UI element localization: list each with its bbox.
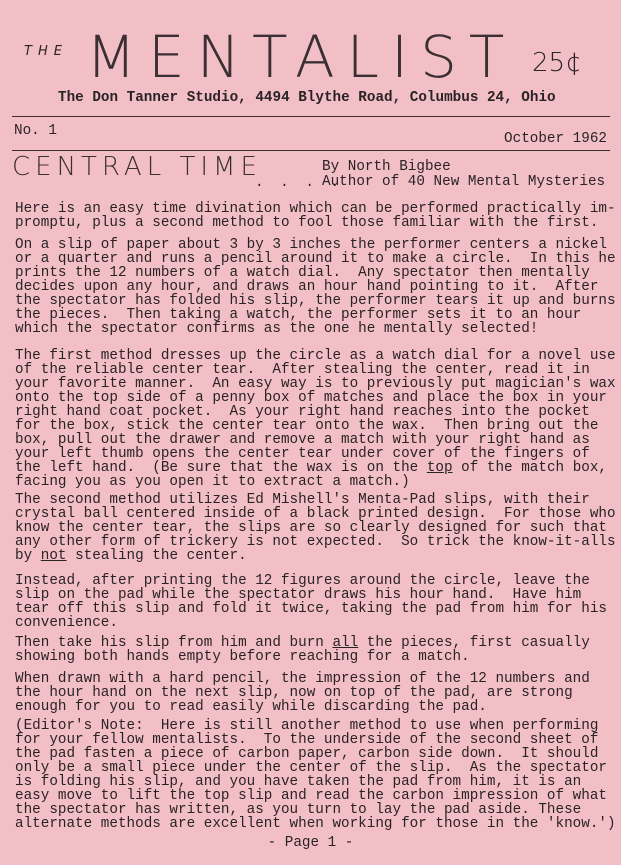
text-line: When drawn with a hard pencil, the impression of the 12 numbers and xyxy=(15,671,590,687)
text-line: facing you as you open it to extract a match.) xyxy=(15,474,410,490)
text-line: the spectator has written, as you turn to lay the pad aside. These xyxy=(15,802,582,818)
text-line: your favorite manner. An easy way is to previously put magician's wax xyxy=(15,376,616,392)
paragraph xyxy=(15,202,616,230)
text-line: Here is an easy time divination which can be performed practically im- xyxy=(15,201,616,217)
text-line: which the spectator confirms as the one he mentally selected! xyxy=(15,321,539,337)
text-segment: Then take his slip from him and burn xyxy=(15,635,333,651)
masthead-the: THE xyxy=(24,44,68,59)
publisher-address: The Don Tanner Studio, 4494 Blythe Road, Columbus 24, Ohio xyxy=(58,90,556,106)
title-leader-dots: . . . . xyxy=(255,175,344,191)
text-line: the pad fasten a piece of carbon paper, carbon side down. It should xyxy=(15,746,599,762)
paragraph xyxy=(15,672,590,714)
text-segment: the left hand. (Be sure that the wax is on the xyxy=(15,460,427,476)
text-line: right hand coat pocket. As your right hand reaches into the pocket xyxy=(15,404,590,420)
text-line: promptu, plus a second method to fool those familiar with the first. xyxy=(15,215,599,231)
text-line xyxy=(15,636,590,650)
text-line xyxy=(15,461,616,475)
issue-date: October 1962 xyxy=(504,131,607,147)
text-line: showing both hands empty before reaching for a match. xyxy=(15,649,470,665)
text-line: easy move to lift the top slip and read the carbon impression of what xyxy=(15,788,607,804)
text-line: for the box, stick the center tear onto the wax. Then bring out the xyxy=(15,418,599,434)
underlined-word: top xyxy=(426,460,453,476)
author-name: By North Bigbee xyxy=(322,159,451,175)
divider xyxy=(12,116,610,117)
text-line: any other form of trickery is not expected. So trick the know-it-alls xyxy=(15,534,616,550)
underlined-word: not xyxy=(40,548,67,564)
text-line: is folding his slip, and you have taken the pad from him, it is an xyxy=(15,774,582,790)
paragraph xyxy=(15,493,616,563)
page-number: - Page 1 - xyxy=(267,835,354,851)
text-segment: by xyxy=(15,548,41,564)
text-line: the pieces. Then taking a watch, the performer sets it to an hour xyxy=(15,307,582,323)
text-line: box, pull out the drawer and remove a match with your right hand as xyxy=(15,432,590,448)
paragraph xyxy=(15,719,616,831)
text-line: crystal ball centered inside of a black printed design. For those who xyxy=(15,506,616,522)
text-line: the spectator has folded his slip, the performer tears it up and burns xyxy=(15,293,616,309)
author-note: Author of 40 New Mental Mysteries xyxy=(322,174,606,190)
text-line: (Editor's Note: Here is still another method to use when performing xyxy=(15,718,599,734)
text-line: enough for you to read easily while discarding the pad. xyxy=(15,699,487,715)
paragraph xyxy=(15,636,590,664)
masthead-title: MENTALIST xyxy=(86,23,517,91)
text-line: The second method utilizes Ed Mishell's Menta-Pad slips, with their xyxy=(15,492,590,508)
text-line: decides upon any hour, and draws an hour hand pointing to it. After xyxy=(15,279,599,295)
text-line: onto the top side of a penny box of matches and place the box in your xyxy=(15,390,607,406)
text-line: The first method dresses up the circle as a watch dial for a novel use xyxy=(15,348,616,364)
text-line: your left thumb opens the center tear under cover of the fingers of xyxy=(15,446,590,462)
text-line: tear off this slip and fold it twice, taking the pad from him for his xyxy=(15,601,607,617)
paragraph xyxy=(15,238,616,336)
text-line: prints the 12 numbers of a watch dial. Any spectator then mentally xyxy=(15,265,590,281)
text-line: Instead, after printing the 12 figures around the circle, leave the xyxy=(15,573,590,589)
issue-number: No. 1 xyxy=(14,123,57,139)
byline xyxy=(322,160,605,190)
text-line: know the center tear, the slips are so clearly designed for such that xyxy=(15,520,607,536)
text-line: slip on the pad while the spectator draws his hour hand. Have him xyxy=(15,587,582,603)
text-segment: stealing the center. xyxy=(66,548,247,564)
text-line: convenience. xyxy=(15,615,118,631)
article-title: CENTRAL TIME xyxy=(12,152,262,182)
text-line: On a slip of paper about 3 by 3 inches the performer centers a nickel xyxy=(15,237,607,253)
text-line: only be a small piece under the center of the slip. As the spectator xyxy=(15,760,607,776)
masthead-price: 25¢ xyxy=(532,48,582,78)
text-segment: the pieces, first casually xyxy=(358,635,590,651)
paragraph xyxy=(15,349,616,489)
text-line: or a quarter and runs a pencil around it to make a circle. In this he xyxy=(15,251,616,267)
text-line: of the reliable center tear. After stealing the center, read it in xyxy=(15,362,590,378)
paragraph xyxy=(15,574,607,630)
text-line xyxy=(15,549,616,563)
underlined-word: all xyxy=(332,635,359,651)
text-line: for your fellow mentalists. To the underside of the second sheet of xyxy=(15,732,599,748)
text-line: alternate methods are excellent when working for those in the 'know.') xyxy=(15,816,616,832)
text-segment: of the match box, xyxy=(452,460,608,476)
text-line: the hour hand on the next slip, now on top of the pad, are strong xyxy=(15,685,573,701)
divider xyxy=(12,150,610,151)
